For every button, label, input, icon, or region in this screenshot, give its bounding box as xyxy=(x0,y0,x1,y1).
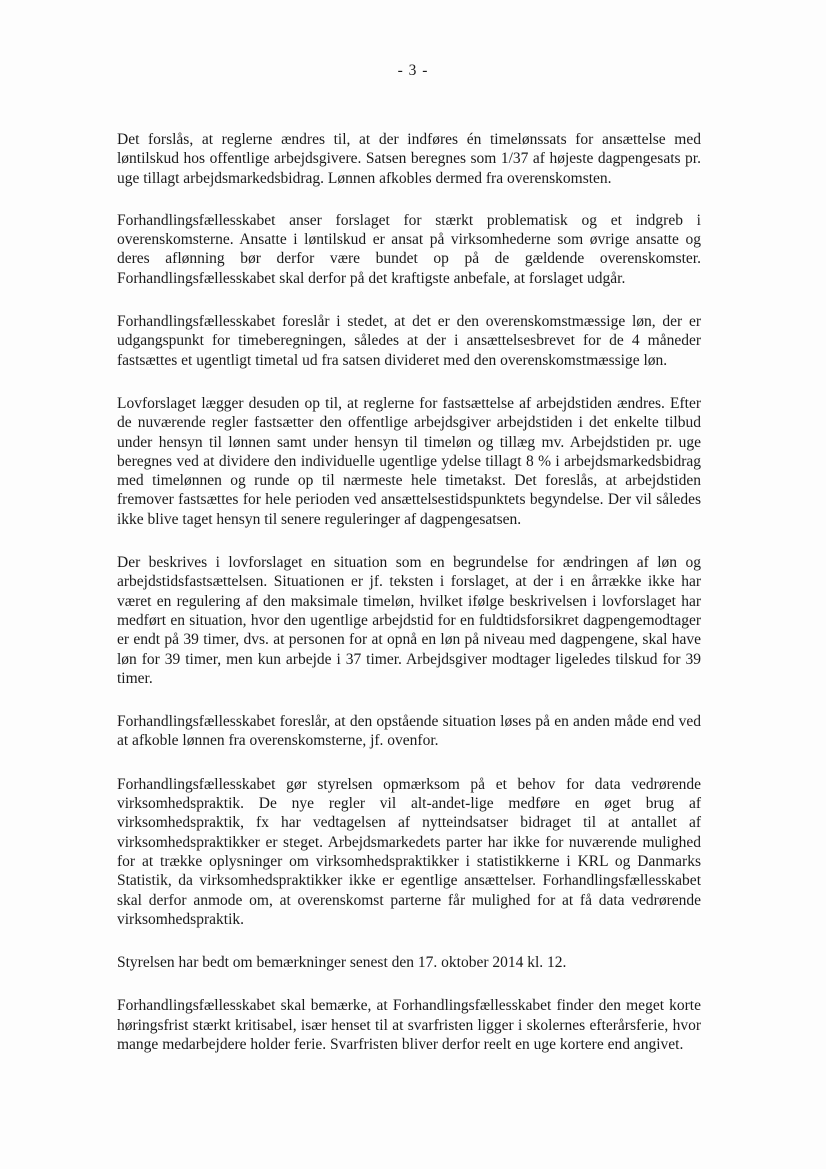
paragraph-solution: Forhandlingsfællesskabet foreslår, at den opstående situation løses på en anden måde end ved at afkoble lønnen fra overenskomsterne, jf. ovenfor. xyxy=(117,713,701,750)
paragraph-situation: Der beskrives i lovforslaget en situation som en begrundelse for ændringen af løn og arbejdstidsfastsættelsen. Situationen er jf. teksten i forslaget, at der i en årrække ikke har været en regulering af den maksimale timeløn, hvilket ifølge beskrivelsen i lovforslaget har medført en situation, hvor den ugentlige arbejdstid for en fuldtidsforsikret dagpengemodtager er endt på 39 timer, dvs. at personen for at opnå en løn på niveau med dagpengene, skal have løn for 39 timer, men kun arbejde i 37 timer. Arbejdsgiver modtager ligeledes tilskud for 39 timer. xyxy=(117,554,701,687)
paragraph-objection: Forhandlingsfællesskabet anser forslaget for stærkt problematisk og et indgreb i overenskomsterne. Ansatte i løntilskud er ansat på virksomhederne som øvrige ansatte og deres aflønning bør derfor være bundet op på de gældende overenskomster. Forhandlingsfællesskabet skal derfor på det kraftigste anbefale, at forslaget udgår. xyxy=(117,211,701,287)
document-body xyxy=(117,130,701,1078)
page-number: - 3 - xyxy=(397,62,429,79)
paragraph-data-need: Forhandlingsfællesskabet gør styrelsen opmærksom på et behov for data vedrørende virksomhedspraktik. De nye regler vil alt-andet-lige medføre en øget brug af virksomhedspraktik, fx har vedtagelsen af nytteindsatser bidraget til at antallet af virksomhedspraktikker er steget. Arbejdsmarkedets parter har ikke for nuværende mulighed for at trække oplysninger om virksomhedspraktikker i statistikkerne i KRL og Danmarks Statistik, da virksomhedspraktikker ikke er egentlige ansættelser. Forhandlingsfællesskabet skal derfor anmode om, at overenskomst parterne får mulighed for at få data vedrørende virksomhedspraktik. xyxy=(117,775,701,928)
paragraph-deadline: Styrelsen har bedt om bemærkninger senest den 17. oktober 2014 kl. 12. xyxy=(117,954,567,972)
paragraph-working-hours: Lovforslaget lægger desuden op til, at reglerne for fastsættelse af arbejdstiden ændres. Efter de nuværende regler fastsætter den offentlige arbejdsgiver arbejdstiden i det enkelte tilbud under hensyn til lønnen samt under hensyn til timeløn og tillæg mv. Arbejdstiden pr. uge beregnes ved at dividere den individuelle ugentlige ydelse tillagt 8 % i arbejdsmarkedsbidrag med timelønnen og runde op til nærmeste hele timetakst. Det foreslås, at arbejdstiden fremover fastsættes for hele perioden ved ansættelsestidspunktets begyndelse. Der vil således ikke blive taget hensyn til senere reguleringer af dagpengesatsen. xyxy=(117,394,701,528)
paragraph-proposal: Det forslås, at reglerne ændres til, at der indføres én timelønssats for ansættelse med løntilskud hos offentlige arbejdsgivere. Satsen beregnes som 1/37 af højeste dagpengesats pr. uge tillagt arbejdsmarkedsbidrag. Lønnen afkobles dermed fra overenskomsten. xyxy=(117,131,701,187)
paragraph-hearing-period: Forhandlingsfællesskabet skal bemærke, at Forhandlingsfællesskabet finder den meget korte høringsfrist stærkt kritisabel, især henset til at svarfristen ligger i skolernes efterårsferie, hvor mange medarbejdere holder ferie. Svarfristen bliver derfor reelt en uge kortere end angivet. xyxy=(117,997,701,1053)
paragraph-alternative: Forhandlingsfællesskabet foreslår i stedet, at det er den overenskomstmæssige løn, der er udgangspunkt for timeberegningen, således at der i ansættelsesbrevet for de 4 måneder fastsættes et ugentligt timetal ud fra satsen divideret med den overenskomstmæssige løn. xyxy=(117,313,701,369)
